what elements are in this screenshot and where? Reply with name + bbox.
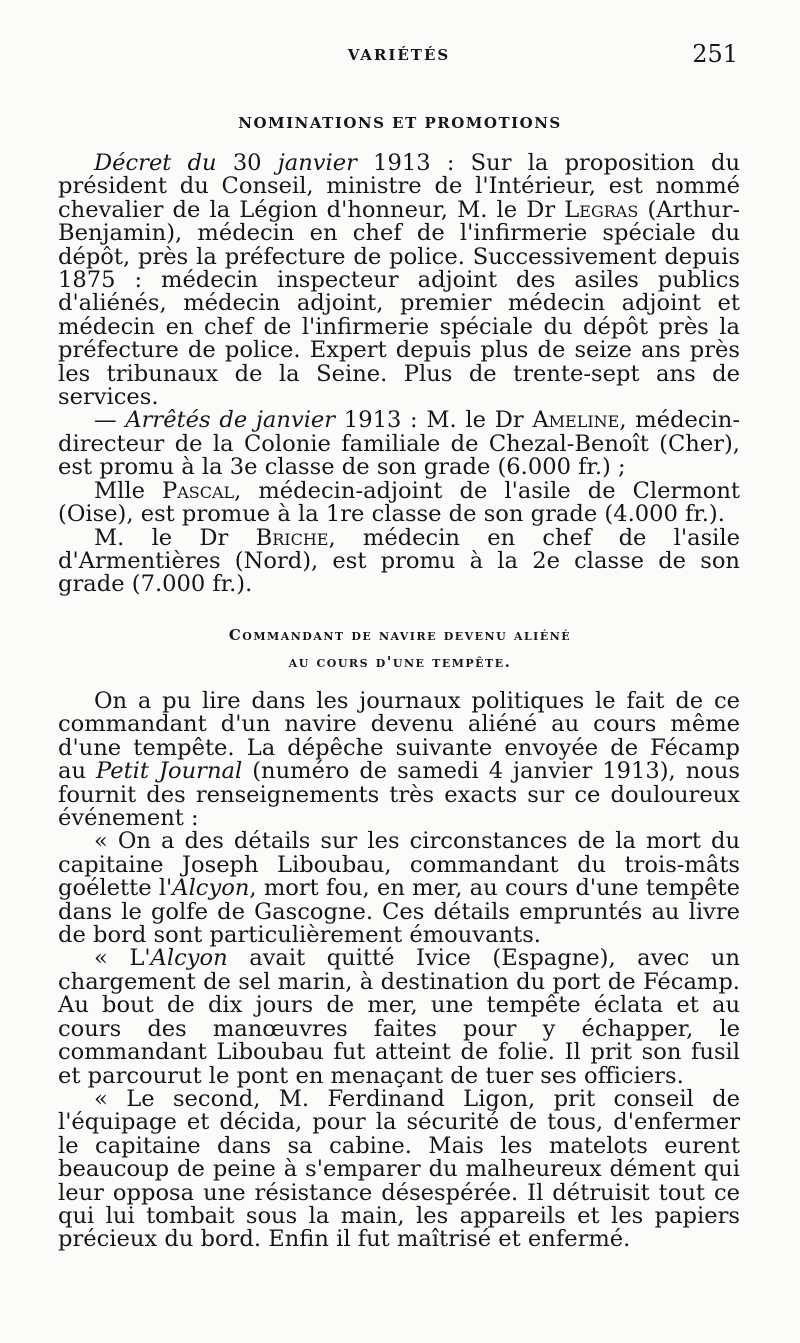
ship-name: Alcyon <box>150 945 228 972</box>
person-name-pascal: Pascal <box>162 477 235 504</box>
running-title: VARIÉTÉS <box>347 46 451 64</box>
arretes-dash: — <box>94 407 117 434</box>
paragraph-quote-1 <box>58 830 740 947</box>
person-name-briche: Briche <box>255 524 329 551</box>
quote2-lead: « L' <box>94 945 151 972</box>
running-header <box>60 40 738 72</box>
page-number: 251 <box>692 40 738 68</box>
paragraph-briche <box>58 524 741 598</box>
quote1-text: « On a des détails sur les circonstances de la mort du capitaine Joseph Liboubau, commandant du trois-mâts goélette l' <box>58 828 740 902</box>
section-nominations <box>58 152 740 597</box>
newspaper-title: Petit Journal <box>96 758 243 785</box>
paragraph-intro <box>58 690 740 830</box>
decret-month: janvier <box>277 150 357 176</box>
briche-text: , médecin en chef de l'asile d'Armentières (Nord), est promu à la 2e classe de son grade (7.000 fr.). <box>58 524 741 598</box>
decret-text: 1913 : Sur la proposition du président du Conseil, ministre de l'Intérieur, est nommé chevalier de la Légion d'honneur, M. le Dr <box>58 150 741 223</box>
section-heading-nominations: NOMINATIONS ET PROMOTIONS <box>238 114 562 132</box>
person-name-ameline: Ameline <box>532 407 620 434</box>
ship-name: Alcyon <box>172 875 250 902</box>
quote3-text: « Le second, M. Ferdinand Ligon, prit conseil de l'équipage et décida, pour la sécurité de tous, d'enfermer le capitaine dans sa cabine. Mais les matelots eurent beaucoup de peine à s'emparer du malheureux dément qui leur opposa une résistance désespérée. Il détruisit tout ce qui lui tombait sous la main, les appareils et les papiers précieux du bord. Enfin il fut maîtrisé et enfermé. <box>58 1085 740 1253</box>
decret-text-continued: (Arthur-Benjamin), médecin en chef de l'infirmerie spéciale du dépôt, près la préfecture de police. Successivement depuis 1875 : médecin inspecteur adjoint des asiles publics d'aliénés, médecin adjoint, premier médecin adjoint et médecin en chef de l'infirmerie spéciale du dépôt près la préfecture de police. Expert depuis plus de seize ans près les tribunaux de la Seine. Plus de trente-sept ans de services. <box>58 196 741 411</box>
arretes-year: 1913 : M. le Dr <box>343 407 524 434</box>
quote1-text-continued: , mort fou, en mer, au cours d'une tempête dans le golfe de Gascogne. Ces détails empruntés au livre de bord sont particulièrement émouvants. <box>58 875 740 949</box>
pascal-title: Mlle <box>94 477 145 504</box>
quote2-text: avait quitté Ivice (Espagne), avec un chargement de sel marin, à destination du port de Fécamp. Au bout de dix jours de mer, une tempête éclata et au cours des manœuvres faites pour y échapper, le commandant Liboubau fut atteint de folie. Il prit son fusil et parcourut le pont en menaçant de tuer ses officiers. <box>58 945 740 1089</box>
arretes-text: , médecin-directeur de la Colonie familiale de Chezal-Benoît (Cher), est promu à la 3e classe de son grade (6.000 fr.) ; <box>58 407 740 481</box>
decret-day: 30 <box>232 150 262 176</box>
paragraph-decret <box>58 152 740 409</box>
paragraph-quote-3 <box>58 1085 740 1253</box>
intro-text: On a pu lire dans les journaux politiques le fait de ce commandant d'un navire devenu aliéné au cours même d'une tempête. La dépêche suivante envoyée de Fécamp au <box>58 688 740 785</box>
intro-text-continued: (numéro de samedi 4 janvier 1913), nous fournit des renseignements très exacts sur ce douloureux événement : <box>58 758 741 832</box>
section-heading-commandant-line2: au cours d'une tempête. <box>288 653 512 671</box>
briche-title: M. le Dr <box>94 524 229 551</box>
paragraph-pascal <box>58 477 740 528</box>
section-commandant <box>58 690 740 1252</box>
section-heading-commandant-line1: Commandant de navire devenu aliéné <box>228 626 572 644</box>
decret-label: Décret du <box>94 150 217 176</box>
paragraph-arretes <box>58 409 740 479</box>
arretes-label: Arrêtés de janvier <box>125 407 336 434</box>
pascal-text: , médecin-adjoint de l'asile de Clermont (Oise), est promue à la 1re classe de son grade (4.000 fr.). <box>58 477 740 528</box>
person-name-legras: Legras <box>564 196 639 223</box>
paragraph-quote-2 <box>58 947 740 1087</box>
